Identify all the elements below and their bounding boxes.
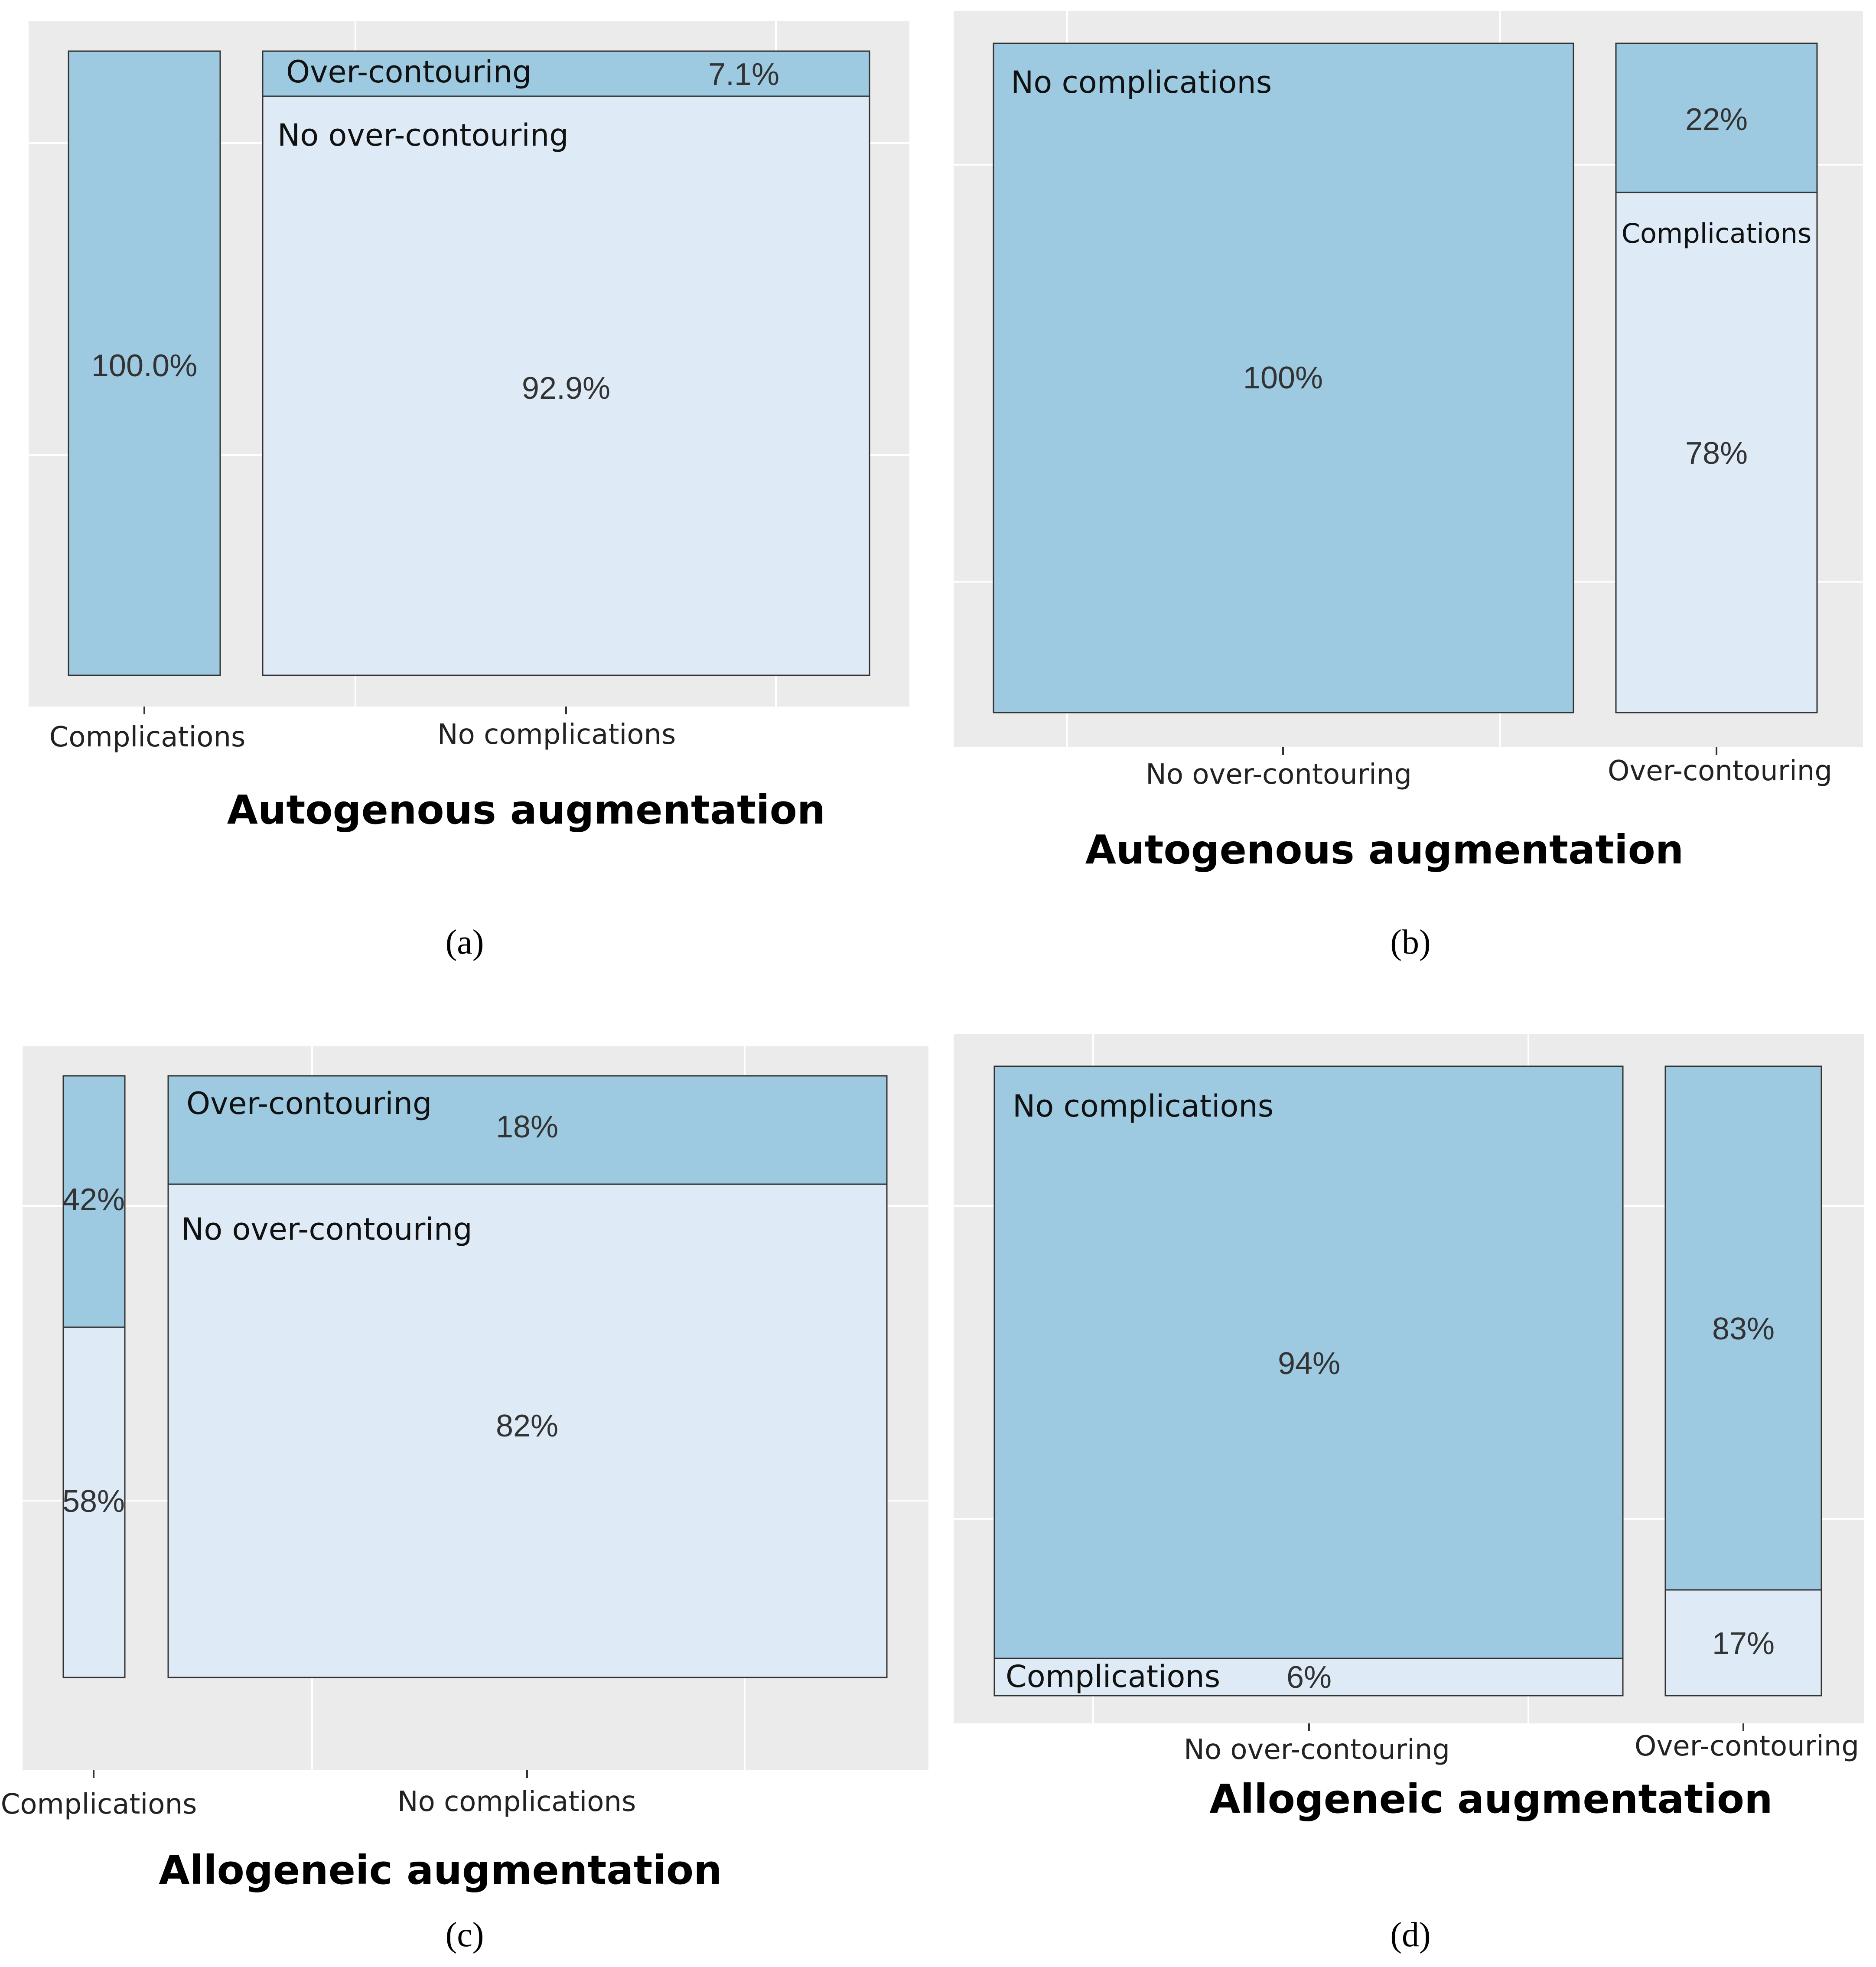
value-label: 42% <box>62 1182 125 1217</box>
value-label: 58% <box>62 1484 125 1519</box>
x-tick-label: No over-contouring <box>1145 759 1412 791</box>
value-label: 83% <box>1712 1312 1775 1346</box>
value-label: 94% <box>1277 1346 1341 1381</box>
segment-label: No over-contouring <box>181 1211 472 1247</box>
segment-label: Complications <box>1006 1659 1221 1694</box>
segment-label: No complications <box>1013 1088 1274 1124</box>
value-label: 100.0% <box>91 348 198 383</box>
x-tick-label: Over-contouring <box>1608 755 1832 787</box>
value-label: 92.9% <box>521 371 611 406</box>
panel-caption: (b) <box>1390 923 1431 961</box>
value-label: 22% <box>1685 102 1748 137</box>
value-label: 6% <box>1286 1660 1332 1695</box>
x-axis-title: Allogeneic augmentation <box>1209 1776 1773 1822</box>
chart-panel-d <box>936 984 1876 1967</box>
value-label: 100% <box>1243 361 1323 395</box>
segment-label: Over-contouring <box>186 1086 432 1121</box>
value-label: 78% <box>1685 436 1748 471</box>
chart-panel-a <box>0 0 936 984</box>
x-tick-label: No complications <box>437 719 676 751</box>
segment-label: Complications <box>1621 218 1812 249</box>
x-axis-title: Autogenous augmentation <box>1085 827 1684 873</box>
chart-panel-b <box>936 0 1876 984</box>
panel-caption: (c) <box>445 1916 484 1954</box>
x-axis-title: Autogenous augmentation <box>227 787 826 833</box>
panel-caption: (a) <box>445 923 484 961</box>
x-tick-label: Complications <box>49 721 246 753</box>
value-label: 7.1% <box>708 57 780 92</box>
x-tick-label: No complications <box>397 1786 636 1818</box>
segment-label: No complications <box>1011 65 1272 100</box>
x-tick-label: No over-contouring <box>1183 1734 1450 1766</box>
segment-label: No over-contouring <box>277 117 569 153</box>
panel-caption: (d) <box>1390 1916 1431 1954</box>
x-tick-label: Complications <box>0 1788 197 1820</box>
x-tick-label: Over-contouring <box>1635 1730 1859 1762</box>
segment-label: Over-contouring <box>286 54 532 90</box>
value-label: 17% <box>1712 1626 1775 1661</box>
value-label: 82% <box>495 1409 559 1443</box>
x-axis-title: Allogeneic augmentation <box>159 1847 722 1893</box>
chart-panel-c <box>0 984 936 1967</box>
value-label: 18% <box>495 1110 559 1144</box>
